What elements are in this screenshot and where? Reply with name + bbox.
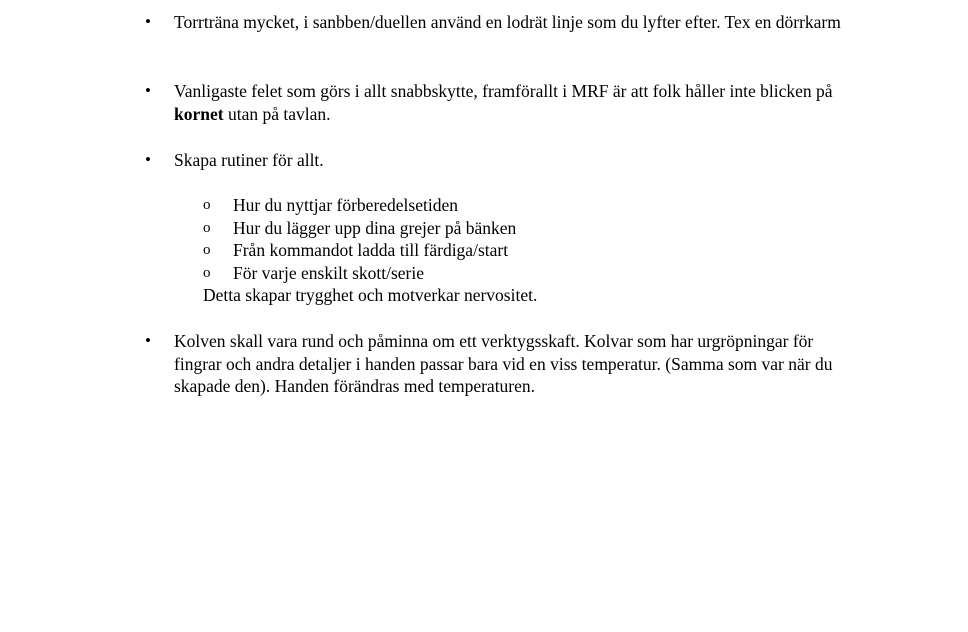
bullet-text-after: utan på tavlan. bbox=[223, 103, 331, 124]
sub-list-item bbox=[203, 217, 803, 240]
bullet-marker: • bbox=[145, 12, 151, 31]
bullet-text: Torrträna mycket, i sanbben/duellen använd en lodrät linje som du lyfter efter. Tex en dörrkarm bbox=[174, 12, 841, 32]
sub-marker: o bbox=[203, 242, 211, 258]
bullet-text: Skapa rutiner för allt. bbox=[174, 150, 324, 170]
bullet-text bbox=[174, 80, 864, 125]
bullet-marker: • bbox=[145, 81, 151, 100]
bullet-text: Kolven skall vara rund och påminna om ett verktygsskaft. Kolvar som har urgröpningar för fingrar och andra detaljer i handen passar bara vid en viss temperatur. (Samma som var när du skapade den). Handen förändras med temperaturen. bbox=[174, 331, 833, 396]
sub-list-item bbox=[203, 194, 803, 217]
sub-list-note: Detta skapar trygghet och motverkar nervositet. bbox=[203, 285, 538, 305]
bullet-marker: • bbox=[145, 331, 151, 350]
bullet-marker: • bbox=[145, 150, 151, 169]
bullet-text-bold: kornet bbox=[174, 103, 224, 124]
sub-item-text: För varje enskilt skott/serie bbox=[233, 262, 425, 283]
routines-sub-list bbox=[203, 194, 803, 307]
sub-list-item bbox=[203, 262, 803, 285]
sub-list-item bbox=[203, 239, 803, 262]
sub-marker: o bbox=[203, 197, 211, 213]
sub-item-text: Hur du nyttjar förberedelsetiden bbox=[233, 195, 458, 215]
sub-marker: o bbox=[203, 219, 211, 236]
sub-marker: o bbox=[203, 264, 211, 281]
sub-item-text: Från kommandot ladda till färdiga/start bbox=[233, 240, 509, 260]
sub-item-text: Hur du lägger upp dina grejer på bänken bbox=[233, 217, 517, 238]
bullet-text-before: Vanligaste felet som görs i allt snabbskytte, framförallt i MRF är att folk håller inte blicken på bbox=[174, 81, 833, 101]
